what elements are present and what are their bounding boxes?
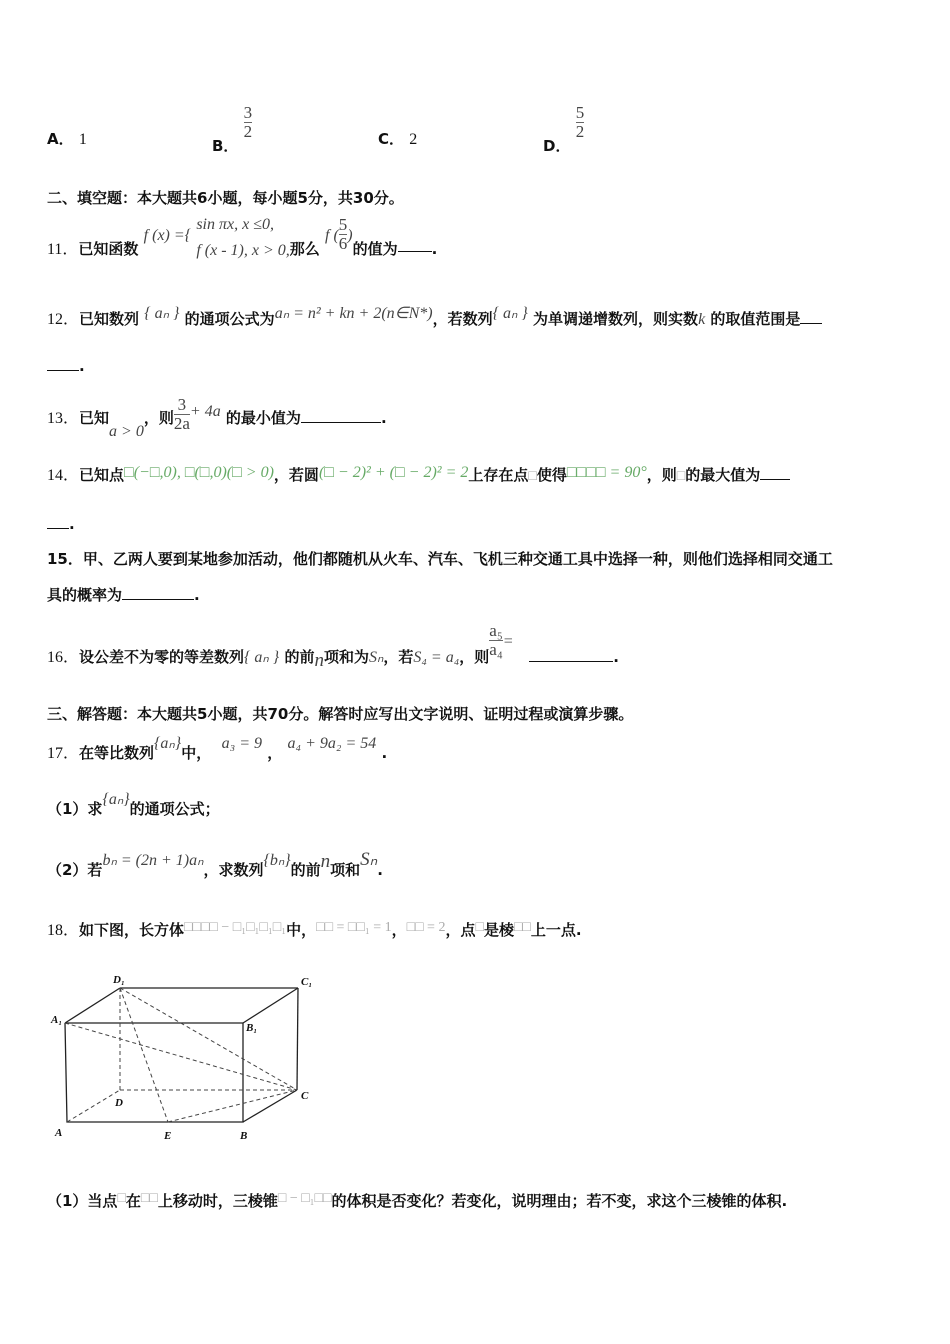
section-2-heading: 二、填空题：本大题共6小题，每小题5分，共30分。	[47, 189, 404, 207]
segment-d1c	[120, 988, 297, 1090]
question-17: 17．在等比数列{aₙ}中， a₃ = 9 ， a₄ + 9a₂ = 54 .	[47, 735, 388, 762]
option-c: C． 2	[378, 130, 418, 148]
question-11: 11．已知函数 f (x) ={ sin πx, x ≤0, f (x - 1), x > 0, 那么 f ( $\frac{5}{6}$ )的值为 .	[47, 215, 438, 259]
answer-blank[interactable]	[122, 587, 194, 600]
question-17-part-1: （1）求{aₙ}的通项公式；	[47, 791, 220, 818]
label-e: E	[164, 1130, 172, 1142]
label-c: C	[301, 1090, 309, 1102]
segment-ec	[168, 1090, 297, 1122]
question-16: 16．设公差不为零的等差数列{ aₙ } 的前n项和为Sₙ，若S₄ = a₄，则 $\frac{\text{a₅}}{\text{a₄}}$ = .	[47, 621, 619, 671]
question-14-cont: .	[47, 515, 75, 533]
edge-ad	[67, 1090, 120, 1122]
segment-a1c	[65, 1023, 297, 1090]
option-a: A． 1	[47, 130, 87, 148]
question-18: 18．如下图，长方体□□□□ − □₁□₁□₁□₁中，□□ = □□₁ = 1，□□ = 2，点□是棱□□上一点.	[47, 920, 582, 939]
label-a: A	[55, 1127, 63, 1139]
question-14: 14．已知点□(−□,0), □(□,0)(□ > 0)，若圆(□ − 2)² + (□ − 2)² = 2上存在点□使得□□□□ = 90°，则□的最大值为	[47, 462, 790, 485]
segment-d1e	[120, 988, 168, 1122]
question-13: 13．已知a > 0，则 $\frac{3}{2a}$ + 4a 的最小值为 .	[47, 395, 387, 440]
answer-blank[interactable]	[529, 649, 613, 662]
answer-blank[interactable]	[760, 467, 790, 480]
label-c1: C₁	[301, 976, 313, 988]
question-12-cont: .	[47, 357, 85, 375]
label-d1: D₁	[113, 974, 125, 986]
label-b: B	[240, 1130, 248, 1142]
question-18-part-1: （1）当点□在□□上移动时，三棱锥□ − □₁□□的体积是否变化？若变化，说明理由；若不变，求这个三棱锥的体积.	[47, 1191, 788, 1210]
question-12: 12．已知数列 { aₙ } 的通项公式为aₙ = n² + kn + 2(n∈N*)，若数列{ aₙ } 为单调递增数列，则实数k 的取值范围是	[47, 306, 822, 329]
section-3-heading: 三、解答题：本大题共5小题，共70分。解答时应写出文字说明、证明过程或演算步骤。	[47, 705, 634, 723]
label-d: D	[115, 1097, 123, 1109]
edge-bc	[243, 1090, 297, 1122]
answer-blank-cont[interactable]	[47, 358, 79, 371]
question-15-cont: 具的概率为 .	[47, 586, 200, 604]
edge-b1c1	[243, 988, 298, 1023]
cuboid-figure	[45, 965, 335, 1155]
option-b: B． $\frac{3}{2}$	[212, 103, 253, 155]
edge-c1c	[297, 988, 298, 1090]
answer-blank[interactable]	[800, 311, 822, 324]
answer-blank[interactable]	[398, 239, 432, 252]
question-17-part-2: （2）若bₙ = (2n + 1)aₙ，求数列{bₙ}的前n项和Sₙ.	[47, 849, 383, 879]
label-a1: A₁	[51, 1014, 63, 1026]
option-d: D． $\frac{5}{2}$	[543, 103, 585, 155]
answer-blank-cont[interactable]	[47, 516, 69, 529]
label-b1: B₁	[246, 1022, 258, 1034]
question-15: 15．甲、乙两人要到某地参加活动，他们都随机从火车、汽车、飞机三种交通工具中选择一种，则他们选择相同交通工	[47, 550, 833, 568]
answer-blank[interactable]	[301, 410, 381, 423]
edge-a1d1	[65, 988, 120, 1023]
